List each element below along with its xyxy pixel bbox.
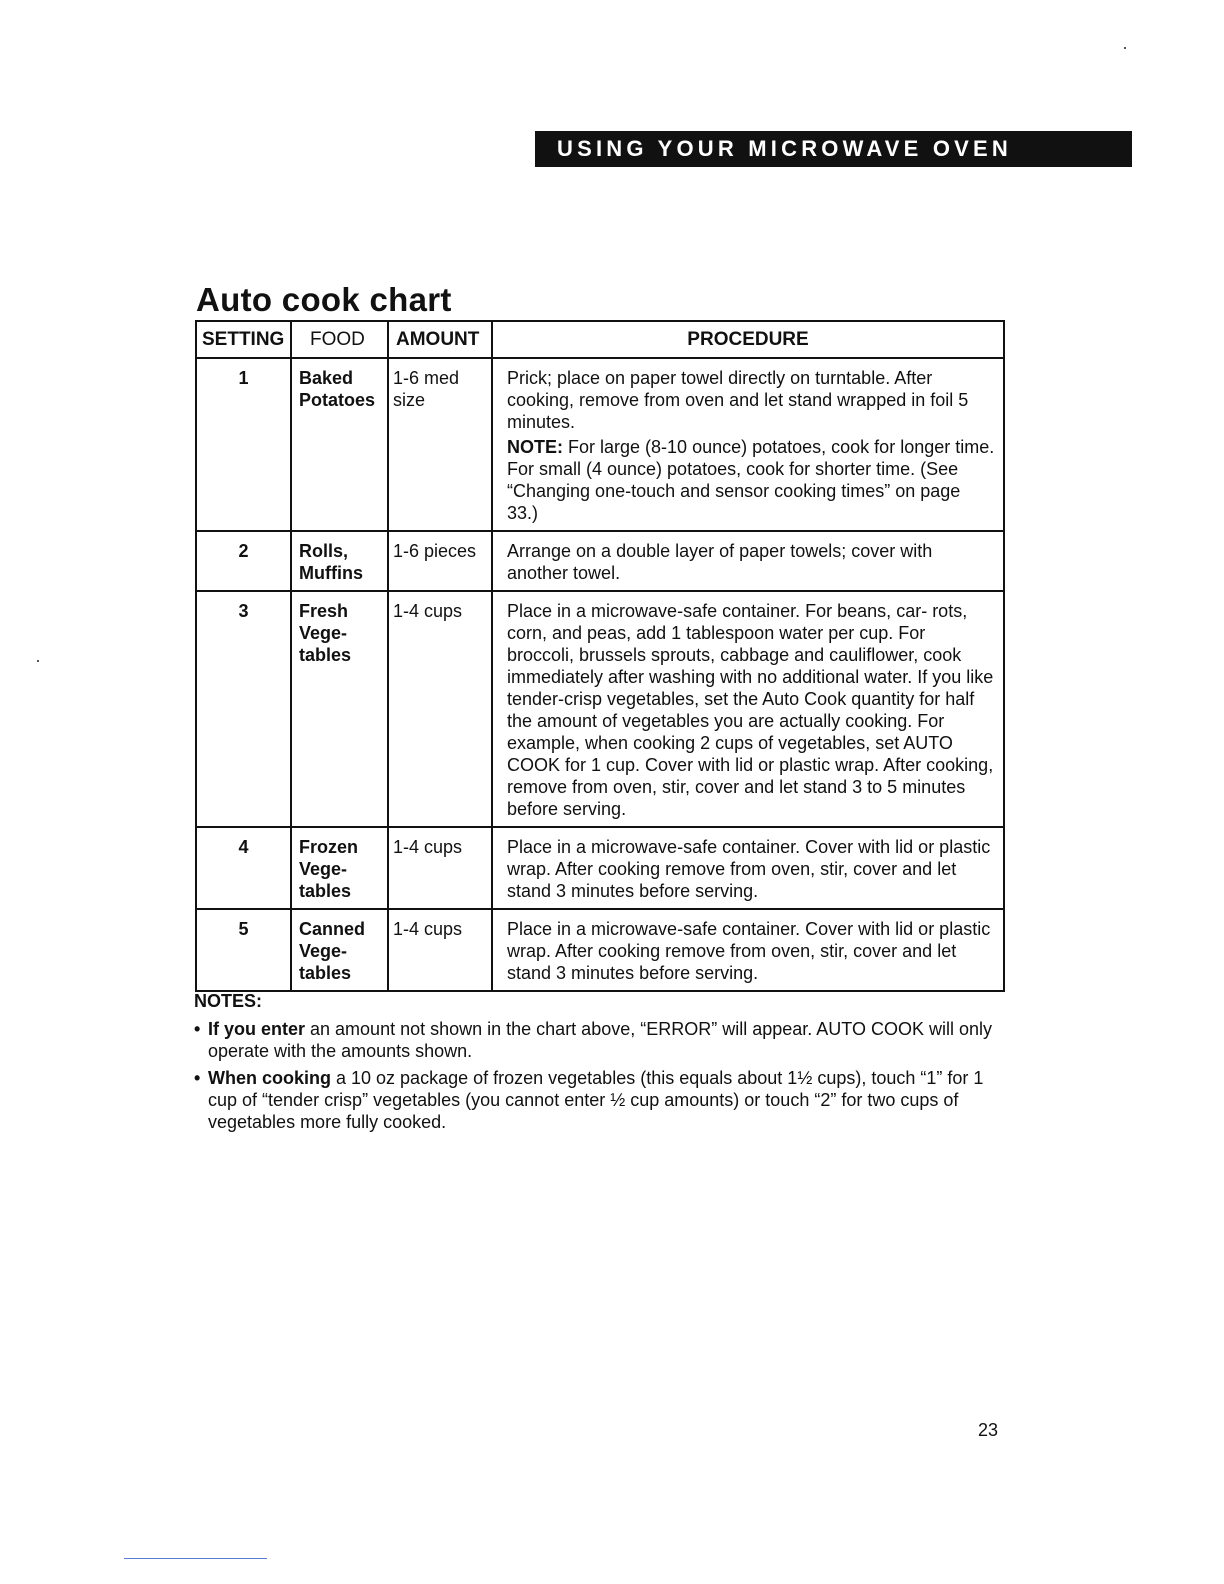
setting-cell: 1 bbox=[196, 358, 291, 531]
food-cell bbox=[291, 909, 388, 991]
table-header-row bbox=[196, 321, 1004, 358]
note-body: an amount not shown in the chart above, “ERROR” will appear. AUTO COOK will only operate with the amounts shown. bbox=[208, 1019, 992, 1061]
amount-line: 1-6 med bbox=[393, 368, 460, 388]
bullet-icon: • bbox=[194, 1019, 201, 1039]
notes-section bbox=[194, 990, 1004, 1138]
food-cell bbox=[291, 358, 388, 531]
setting-cell: 5 bbox=[196, 909, 291, 991]
food-line: Baked bbox=[299, 368, 354, 388]
table-row bbox=[196, 591, 1004, 827]
table-row bbox=[196, 358, 1004, 531]
bullet-icon: • bbox=[194, 1068, 201, 1088]
auto-cook-table bbox=[195, 320, 1005, 992]
amount-line: 1-4 cups bbox=[393, 601, 463, 621]
table-row bbox=[196, 909, 1004, 991]
column-header-setting: SETTING bbox=[196, 321, 291, 358]
page-title: Auto cook chart bbox=[196, 281, 452, 318]
food-line: tables bbox=[299, 963, 352, 983]
food-line: Potatoes bbox=[299, 390, 376, 410]
food-cell bbox=[291, 827, 388, 909]
section-header-title: USING YOUR MICROWAVE OVEN bbox=[557, 136, 1013, 161]
section-header-bar bbox=[535, 131, 1132, 167]
procedure-text: Prick; place on paper towel directly on turntable. After cooking, remove from oven and let stand wrapped in foil 5 minutes. bbox=[507, 368, 969, 432]
table-row bbox=[196, 827, 1004, 909]
setting-cell: 2 bbox=[196, 531, 291, 591]
food-cell bbox=[291, 591, 388, 827]
note-item bbox=[194, 1018, 1004, 1062]
procedure-text: Arrange on a double layer of paper towels; cover with another towel. bbox=[507, 541, 933, 583]
page-number: 23 bbox=[978, 1420, 999, 1440]
procedure-cell bbox=[492, 909, 1004, 991]
note-lead: If you enter bbox=[208, 1019, 306, 1039]
food-line: tables bbox=[299, 881, 352, 901]
procedure-note bbox=[507, 436, 995, 524]
procedure-cell bbox=[492, 531, 1004, 591]
amount-cell bbox=[388, 591, 492, 827]
procedure-text: Place in a microwave-safe container. Cover with lid or plastic wrap. After cooking remove from oven, stir, cover and let stand 3 minutes before serving. bbox=[507, 919, 991, 983]
food-line: Canned bbox=[299, 919, 366, 939]
column-header-procedure: PROCEDURE bbox=[492, 321, 1004, 358]
amount-cell bbox=[388, 909, 492, 991]
food-cell bbox=[291, 531, 388, 591]
footer-rule bbox=[124, 1558, 267, 1559]
amount-cell bbox=[388, 827, 492, 909]
procedure-text: Place in a microwave-safe container. Cover with lid or plastic wrap. After cooking remove from oven, stir, cover and let stand 3 minutes before serving. bbox=[507, 837, 991, 901]
amount-line: 1-4 cups bbox=[393, 837, 463, 857]
food-line: Vege- bbox=[299, 941, 348, 961]
amount-cell bbox=[388, 358, 492, 531]
procedure-text: Place in a microwave-safe container. For beans, car- rots, corn, and peas, add 1 tablespoon water per cup. For broccoli, brussels sprouts, cabbage and cauliflower, cook immediately after washing with no additional water. If you like tender-crisp vegetables, set the Auto Cook quantity for half the amount of vegetables you are actually cooking. For example, when cooking 2 cups of vegetables, set AUTO COOK for 1 cup. Cover with lid or plastic wrap. After cooking, remove from oven, stir, cover and let stand 3 to 5 minutes before serving. bbox=[507, 601, 994, 819]
setting-cell: 4 bbox=[196, 827, 291, 909]
notes-title: NOTES: bbox=[194, 991, 263, 1011]
note-body: a 10 oz package of frozen vegetables (this equals about 1½ cups), touch “1” for 1 cup of “tender crisp” vegetables (you cannot enter ½ cup amounts) or touch “2” for two cups of vegetables more fully cooked. bbox=[208, 1068, 984, 1132]
food-line: Muffins bbox=[299, 563, 363, 583]
setting-cell: 3 bbox=[196, 591, 291, 827]
scan-speck bbox=[1124, 47, 1126, 49]
amount-line: 1-4 cups bbox=[393, 919, 463, 939]
amount-line: 1-6 pieces bbox=[393, 541, 477, 561]
table-row bbox=[196, 531, 1004, 591]
scan-speck bbox=[37, 660, 39, 662]
food-line: Rolls, bbox=[299, 541, 349, 561]
food-line: Fresh bbox=[299, 601, 349, 621]
note-lead: When cooking bbox=[208, 1068, 331, 1088]
procedure-cell bbox=[492, 591, 1004, 827]
food-line: Frozen bbox=[299, 837, 359, 857]
note-item bbox=[194, 1067, 1004, 1133]
column-header-amount: AMOUNT bbox=[388, 321, 492, 358]
amount-cell bbox=[388, 531, 492, 591]
food-line: Vege- bbox=[299, 623, 348, 643]
note-text: For large (8-10 ounce) potatoes, cook for longer time. For small (4 ounce) potatoes, cook for shorter time. (See “Changing one-touch and sensor cooking times” on page 33.) bbox=[507, 437, 995, 523]
column-header-food: FOOD bbox=[291, 321, 388, 358]
procedure-cell bbox=[492, 358, 1004, 531]
food-line: Vege- bbox=[299, 859, 348, 879]
amount-line: size bbox=[393, 390, 426, 410]
note-label: NOTE: bbox=[507, 437, 563, 457]
procedure-cell bbox=[492, 827, 1004, 909]
food-line: tables bbox=[299, 645, 352, 665]
